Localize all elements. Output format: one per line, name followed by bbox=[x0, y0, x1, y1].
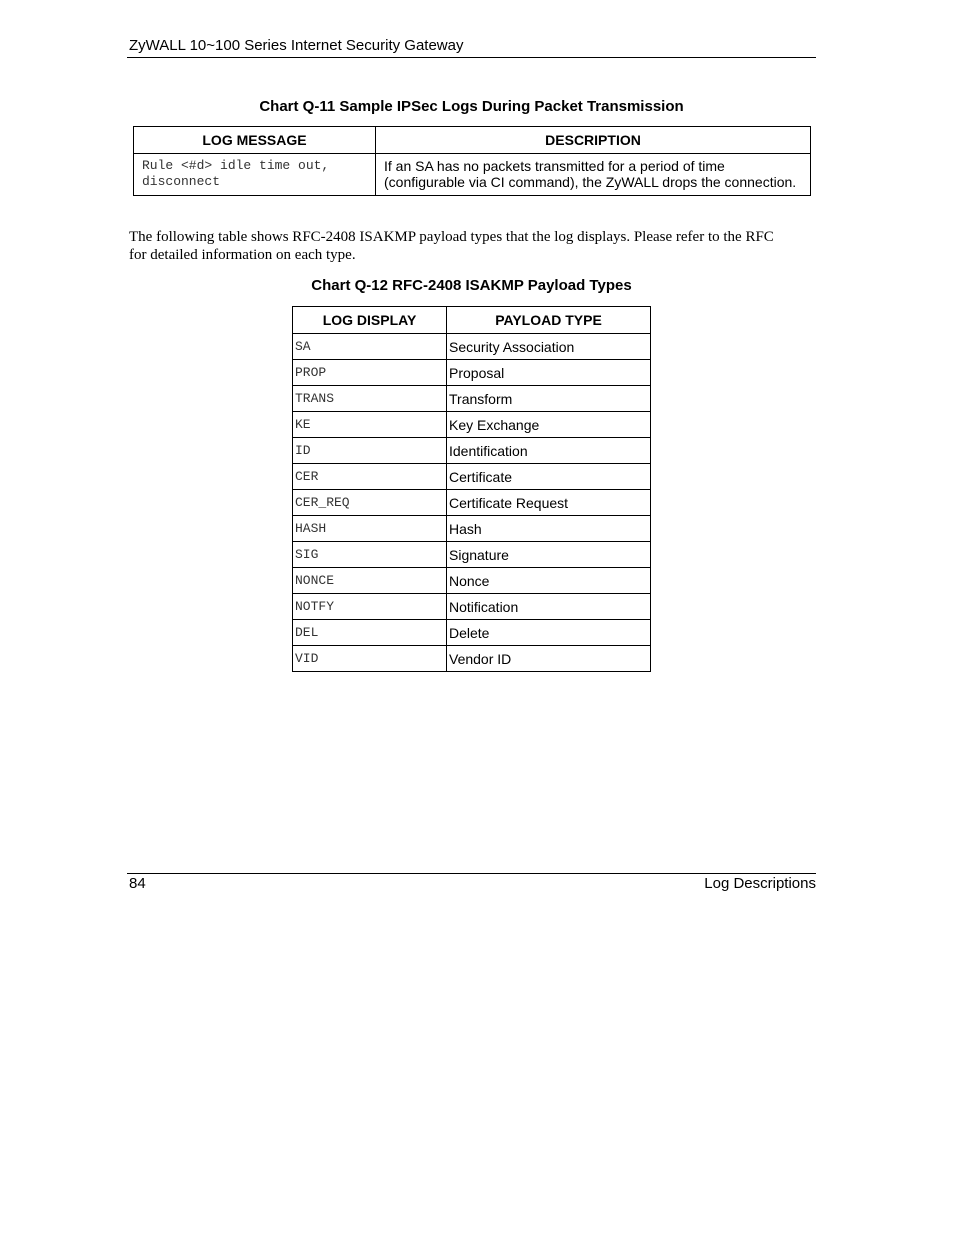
document-header-title: ZyWALL 10~100 Series Internet Security Gateway bbox=[129, 37, 464, 54]
log-display-cell: NOTFY bbox=[293, 594, 447, 620]
log-display-cell: CER bbox=[293, 464, 447, 490]
column-header-description: DESCRIPTION bbox=[376, 127, 811, 154]
log-message-line: Rule <#d> idle time out, bbox=[142, 158, 330, 173]
payload-type-cell: Identification bbox=[447, 438, 651, 464]
payload-type-cell: Signature bbox=[447, 542, 651, 568]
log-display-cell: DEL bbox=[293, 620, 447, 646]
page-number: 84 bbox=[129, 875, 146, 892]
payload-type-cell: Delete bbox=[447, 620, 651, 646]
paragraph-line: for detailed information on each type. bbox=[129, 247, 356, 263]
table-row bbox=[293, 464, 651, 490]
footer-divider bbox=[127, 873, 816, 874]
ipsec-log-table bbox=[133, 126, 811, 196]
log-display-cell: CER_REQ bbox=[293, 490, 447, 516]
table-row bbox=[293, 490, 651, 516]
log-display-cell: TRANS bbox=[293, 386, 447, 412]
log-message-cell bbox=[134, 154, 376, 196]
column-header-payload-type: PAYLOAD TYPE bbox=[447, 307, 651, 334]
table-row bbox=[293, 334, 651, 360]
table-row bbox=[293, 542, 651, 568]
intro-paragraph bbox=[129, 228, 819, 264]
table-row bbox=[293, 412, 651, 438]
chart-q12-title: Chart Q-12 RFC-2408 ISAKMP Payload Types bbox=[311, 277, 632, 294]
log-display-cell: SIG bbox=[293, 542, 447, 568]
description-line: If an SA has no packets transmitted for a period of time bbox=[384, 158, 725, 174]
table-row bbox=[293, 568, 651, 594]
table-header-row bbox=[134, 127, 811, 154]
payload-type-cell: Transform bbox=[447, 386, 651, 412]
log-display-cell: ID bbox=[293, 438, 447, 464]
table-row bbox=[293, 386, 651, 412]
header-divider bbox=[127, 57, 816, 58]
footer-section-title: Log Descriptions bbox=[704, 875, 816, 892]
payload-type-cell: Key Exchange bbox=[447, 412, 651, 438]
payload-type-cell: Nonce bbox=[447, 568, 651, 594]
log-display-cell: VID bbox=[293, 646, 447, 672]
log-display-cell: SA bbox=[293, 334, 447, 360]
table-row bbox=[293, 360, 651, 386]
chart-q11-title: Chart Q-11 Sample IPSec Logs During Packet Transmission bbox=[259, 98, 684, 115]
table-row bbox=[293, 620, 651, 646]
table-header-row bbox=[293, 307, 651, 334]
table-row bbox=[293, 438, 651, 464]
payload-type-cell: Certificate Request bbox=[447, 490, 651, 516]
paragraph-line: The following table shows RFC-2408 ISAKMP payload types that the log displays. Please refer to the RFC bbox=[129, 229, 774, 245]
column-header-log-display: LOG DISPLAY bbox=[293, 307, 447, 334]
table-row bbox=[293, 646, 651, 672]
payload-type-cell: Vendor ID bbox=[447, 646, 651, 672]
log-display-cell: PROP bbox=[293, 360, 447, 386]
column-header-log-message: LOG MESSAGE bbox=[134, 127, 376, 154]
table-row bbox=[134, 154, 811, 196]
log-display-cell: KE bbox=[293, 412, 447, 438]
log-display-cell: HASH bbox=[293, 516, 447, 542]
table-row bbox=[293, 516, 651, 542]
payload-type-cell: Hash bbox=[447, 516, 651, 542]
payload-type-cell: Notification bbox=[447, 594, 651, 620]
description-line: (configurable via CI command), the ZyWALL drops the connection. bbox=[384, 174, 797, 190]
log-message-line: disconnect bbox=[142, 174, 221, 189]
table-row bbox=[293, 594, 651, 620]
payload-type-cell: Certificate bbox=[447, 464, 651, 490]
payload-types-table bbox=[292, 306, 651, 672]
description-cell bbox=[376, 154, 811, 196]
payload-type-cell: Security Association bbox=[447, 334, 651, 360]
payload-type-cell: Proposal bbox=[447, 360, 651, 386]
log-display-cell: NONCE bbox=[293, 568, 447, 594]
